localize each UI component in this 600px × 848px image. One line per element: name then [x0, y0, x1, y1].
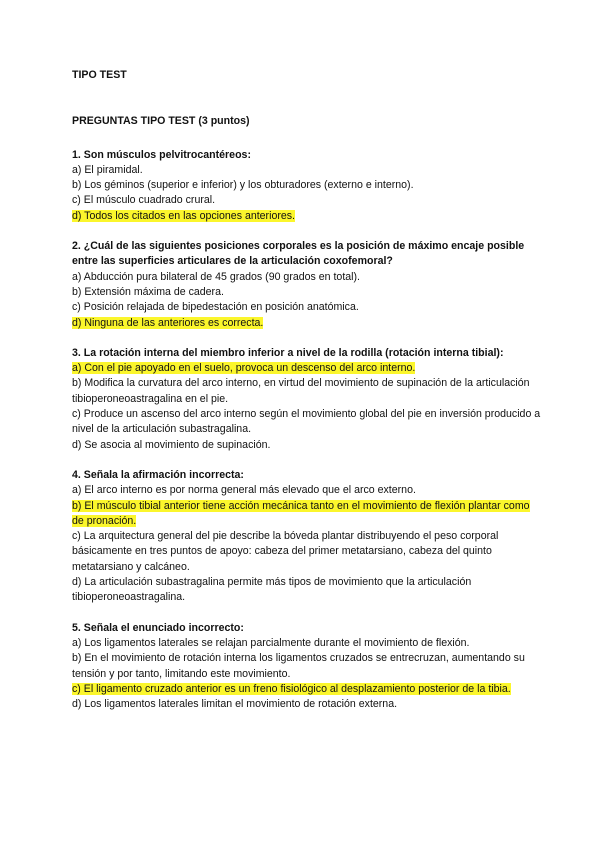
answer-option-text: d) La articulación subastragalina permite más tipos de movimiento que la articulación tibioperoneoastragalina.: [72, 576, 472, 604]
answer-option: [72, 407, 542, 438]
answer-option: [72, 300, 542, 315]
answer-option: [72, 636, 542, 651]
question-block: [72, 148, 542, 224]
answer-option: [72, 376, 542, 407]
answer-option-text: c) El ligamento cruzado anterior es un freno fisiológico al desplazamiento posterior de la tibia.: [72, 682, 511, 695]
answer-option-text: c) Produce un ascenso del arco interno según el movimiento global del pie en inversión producido a nivel de la articulación subastragalina.: [72, 408, 541, 436]
answer-option-text: a) Abducción pura bilateral de 45 grados (90 grados en total).: [72, 270, 360, 283]
section-title: PREGUNTAS TIPO TEST (3 puntos): [72, 115, 250, 128]
answer-option-highlighted: [72, 316, 542, 331]
answer-option-highlighted: [72, 209, 542, 224]
question-block: [72, 239, 542, 331]
answer-option-text: c) La arquitectura general del pie describe la bóveda plantar distribuyendo el peso corporal básicamente en tres puntos de apoyo: cabeza del primer metatarsiano, cabeza del quinto metatarsiano y calcáneo.: [72, 530, 499, 573]
answer-option: [72, 438, 542, 453]
answer-option-text: d) Ninguna de las anteriores es correcta.: [72, 316, 264, 329]
answer-option: [72, 270, 542, 285]
answer-option: [72, 178, 542, 193]
answer-option-text: a) El arco interno es por norma general más elevado que el arco externo.: [72, 484, 416, 497]
answer-option-text: b) Los géminos (superior e inferior) y los obturadores (externo e interno).: [72, 179, 414, 192]
document-page: [72, 68, 542, 727]
answer-option-text: d) Los ligamentos laterales limitan el movimiento de rotación externa.: [72, 698, 398, 711]
question-text: 2. ¿Cuál de las siguientes posiciones corporales es la posición de máximo encaje posible entre las superficies articulares de la articulación coxofemoral?: [72, 240, 525, 268]
answer-option-highlighted: [72, 682, 542, 697]
answer-option-text: a) Los ligamentos laterales se relajan parcialmente durante el movimiento de flexión.: [72, 636, 470, 649]
answer-option: [72, 483, 542, 498]
answer-option: [72, 163, 542, 178]
answer-option-highlighted: [72, 361, 542, 376]
question-text: 1. Son músculos pelvitrocantéreos:: [72, 148, 251, 161]
answer-option-text: d) Se asocia al movimiento de supinación.: [72, 438, 271, 451]
question-text: 3. La rotación interna del miembro inferior a nivel de la rodilla (rotación interna tibial):: [72, 346, 504, 359]
answer-option-text: a) El piramidal.: [72, 163, 143, 176]
answer-option-text: c) El músculo cuadrado crural.: [72, 194, 216, 207]
question-block: [72, 621, 542, 713]
answer-option: [72, 529, 542, 575]
answer-option-text: b) Modifica la curvatura del arco interno, en virtud del movimiento de supinación de la articulación tibioperoneoastragalina en el pie.: [72, 377, 530, 405]
answer-option: [72, 193, 542, 208]
answer-option: [72, 697, 542, 712]
answer-option-highlighted: [72, 499, 542, 530]
answer-option: [72, 651, 542, 682]
question-list: [72, 148, 542, 713]
answer-option-text: d) Todos los citados en las opciones anteriores.: [72, 209, 295, 222]
question-block: [72, 468, 542, 606]
answer-option-text: c) Posición relajada de bipedestación en posición anatómica.: [72, 301, 359, 314]
answer-option: [72, 575, 542, 606]
answer-option-text: b) Extensión máxima de cadera.: [72, 285, 224, 298]
answer-option-text: b) En el movimiento de rotación interna los ligamentos cruzados se entrecruzan, aumentando su tensión y por tanto, limitando este movimiento.: [72, 652, 525, 680]
answer-option-text: b) El músculo tibial anterior tiene acción mecánica tanto en el movimiento de flexión plantar como de pronación.: [72, 499, 530, 527]
question-text: 5. Señala el enunciado incorrecto:: [72, 621, 244, 634]
answer-option-text: a) Con el pie apoyado en el suelo, provoca un descenso del arco interno.: [72, 362, 416, 375]
document-title: TIPO TEST: [72, 69, 127, 81]
question-block: [72, 346, 542, 453]
question-text: 4. Señala la afirmación incorrecta:: [72, 468, 244, 481]
answer-option: [72, 285, 542, 300]
